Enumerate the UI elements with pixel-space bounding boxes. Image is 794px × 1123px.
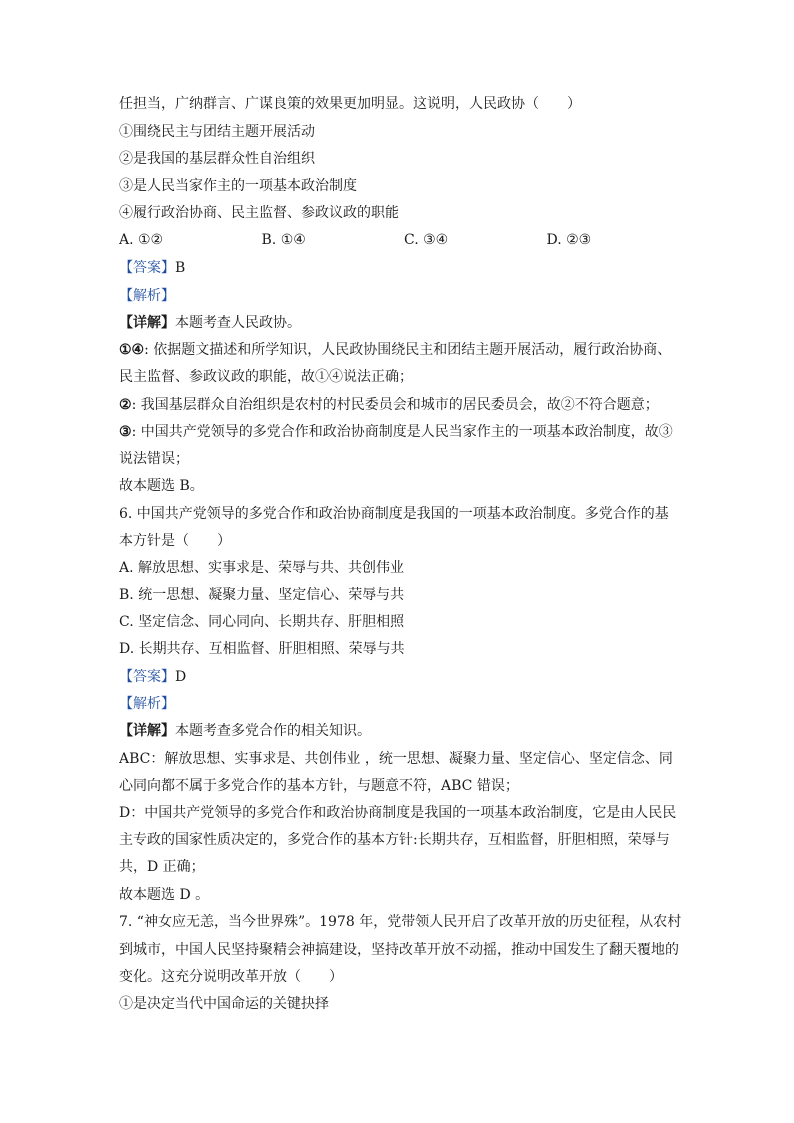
exp2-text: : 我国基层群众自治组织是农村的村民委员会和城市的居民委员会，故②不符合题意；	[131, 397, 659, 413]
q6-answer	[119, 667, 689, 687]
detail-tag: 【详解】	[119, 315, 175, 331]
q5-exp1-line1	[119, 340, 689, 360]
q5-exp1-line2: 民主监督、参政议政的职能，故①④说法正确；	[119, 369, 413, 385]
exp2-head: ②	[119, 397, 132, 413]
q6-d-line3: 共，D 正确；	[119, 859, 205, 875]
exp1-head: ①④	[119, 342, 145, 358]
q6-option-a: A. 解放思想、实事求是、荣辱与共、共创伟业	[119, 560, 405, 576]
q6-d-line1: D：中国共产党领导的多党合作和政治协商制度是我国的一项基本政治制度，它是由人民民	[119, 805, 677, 821]
q5-option-a: A. ①②	[119, 232, 164, 248]
q6-option-c: C. 坚定信念、同心同向、长期共存、肝胆相照	[119, 614, 405, 630]
answer-tag: 【答案】	[119, 260, 175, 276]
answer-value: B	[175, 260, 186, 276]
detail-intro: 本题考查人民政协。	[175, 315, 301, 331]
exp3-text: : 中国共产党领导的多党合作和政治协商制度是人民当家作主的一项基本政治制度，故③	[131, 424, 673, 440]
q6-option-b: B. 统一思想、凝聚力量、坚定信心、荣辱与共	[119, 587, 405, 603]
q6-conclusion: 故本题选 D 。	[119, 887, 210, 903]
q5-exp3-line1	[119, 422, 689, 442]
q5-option-d: D. ②③	[546, 232, 592, 248]
q5-exp2-line1	[119, 395, 689, 415]
exp1-text: : 依据题文描述和所学知识，人民政协围绕民主和团结主题开展活动，履行政治协商、	[144, 342, 672, 358]
q5-item-3: ③是人民当家作主的一项基本政治制度	[119, 178, 357, 194]
q5-detail	[119, 313, 689, 333]
q6-abc-line2: 心同向都不属于多党合作的基本方针，与题意不符，ABC 错误；	[119, 778, 519, 794]
q5-item-4: ④履行政治协商、民主监督、参政议政的职能	[119, 205, 399, 221]
detail-tag: 【详解】	[119, 723, 175, 739]
q6-stem-line1: 6. 中国共产党领导的多党合作和政治协商制度是我国的一项基本政治制度。多党合作的基	[119, 506, 669, 522]
q5-answer	[119, 258, 689, 278]
q6-stem-line2: 本方针是（ ）	[119, 533, 231, 549]
answer-value: D	[175, 669, 187, 685]
q7-stem-line2: 到城市，中国人民坚持聚精会神搞建设，坚持改革开放不动摇，推动中国发生了翻天覆地的	[119, 942, 679, 958]
q5-options	[119, 230, 689, 250]
q5-option-c: C. ③④	[404, 232, 449, 248]
q6-option-d: D. 长期共存、互相监督、肝胆相照、荣辱与共	[119, 641, 405, 657]
q5-exp3-line2: 说法错误；	[119, 451, 189, 467]
q5-conclusion: 故本题选 B。	[119, 478, 204, 494]
exp3-head: ③	[119, 424, 132, 440]
q7-stem-line1: 7. “神女应无恙，当今世界殊”。1978 年，党带领人民开启了改革开放的历史征程，从农村	[119, 914, 682, 930]
q5-stem-end: 任担当，广纳群言、广谋良策的效果更加明显。这说明，人民政协（ ）	[119, 96, 581, 112]
detail-intro: 本题考查多党合作的相关知识。	[175, 723, 371, 739]
analysis-tag: 【解析】	[119, 696, 175, 712]
q5-option-b: B. ①④	[261, 232, 306, 248]
q7-stem-line3: 变化。这充分说明改革开放（ ）	[119, 969, 343, 985]
analysis-tag: 【解析】	[119, 288, 175, 304]
q6-abc-line1: ABC：解放思想、实事求是、共创伟业 ，统一思想、凝聚力量、坚定信心、坚定信念、同	[119, 751, 673, 767]
answer-tag: 【答案】	[119, 669, 175, 685]
q6-d-line2: 主专政的国家性质决定的，多党合作的基本方针:长期共存，互相监督，肝胆相照，荣辱与	[119, 832, 670, 848]
q5-item-2: ②是我国的基层群众性自治组织	[119, 151, 315, 167]
q5-item-1: ①围绕民主与团结主题开展活动	[119, 124, 315, 140]
q6-detail	[119, 721, 689, 741]
q7-item-1: ①是决定当代中国命运的关键抉择	[119, 996, 329, 1012]
